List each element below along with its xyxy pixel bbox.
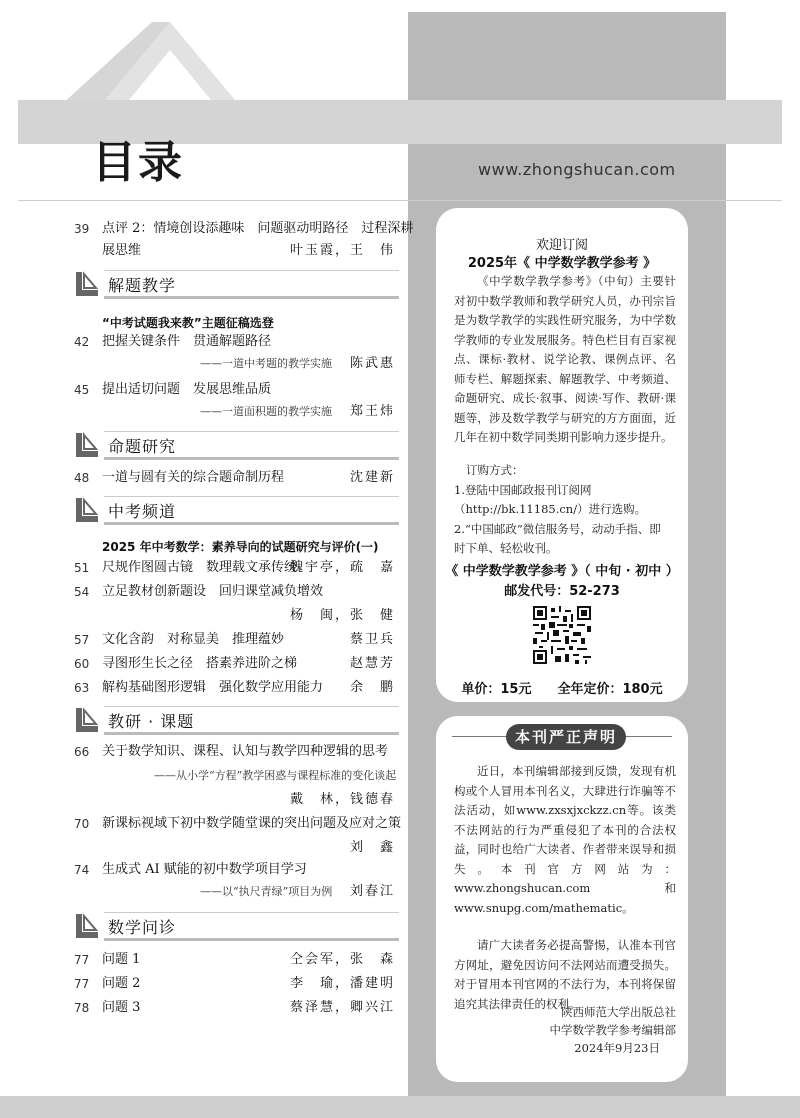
entry-subtitle: ——以“执尺青绿”项目为例 [200, 885, 333, 898]
page-title: 目录 [92, 137, 184, 188]
subscribe-heading: 欢迎订阅 [535, 238, 588, 253]
notice-paragraph-1: 近日，本刊编辑部接到反馈，发现有机构或个人冒用本刊名义，大肆进行诈骗等不法活动，如www.zxsxjxckzz.cn等。该类不法网站的行为严重侵犯了本刊的合法权益，同时也给广大读者、作者带来误导和损失。本刊官方网站为：www.zhongshucan.com 和 www.snupg.com/mathematic。 [454, 764, 676, 915]
section-header-jieti [74, 270, 399, 300]
entry-title: 把握关键条件 贯通解题路径 [102, 334, 272, 349]
page-number: 70 [74, 817, 90, 831]
entry-subtitle: ——从小学“方程”教学困惑与课程标准的变化谈起 [154, 769, 397, 782]
section-ruler-icon [74, 706, 100, 734]
order-method-2-cont: 时下单、轻松收刊。 [454, 541, 558, 555]
header-divider [18, 200, 782, 201]
entry-author: 戴 林，钱德春 [289, 792, 395, 807]
page-number: 45 [74, 383, 90, 397]
entry-title: 点评 2：情境创设添趣味 问题驱动明路径 过程深耕 [102, 221, 414, 236]
toc-entry-77a[interactable] [74, 952, 399, 970]
entry-author: 刘春江 [349, 884, 395, 899]
toc-entry-63[interactable] [74, 680, 399, 698]
entry-author: 仝会军，张 森 [289, 952, 395, 967]
subscribe-journal-title: 2025年《 中学数学教学参考 》 [467, 256, 657, 271]
publisher-name: 陕西师范大学出版总社 [561, 1005, 676, 1019]
section-header-mingti [74, 431, 399, 461]
page-number: 42 [74, 335, 90, 349]
order-method-2: 2.“中国邮政”微信服务号，动动手指、即 [454, 522, 661, 536]
section-header-zhongkao [74, 496, 399, 526]
section-ruler-icon [74, 912, 100, 940]
toc-entry-48[interactable] [74, 470, 399, 488]
entry-author: 蔡卫兵 [349, 632, 395, 647]
entry-subtitle: ——一道面积题的教学实施 [200, 405, 332, 418]
entry-title: 立足教材创新题设 回归课堂减负增效 [102, 584, 324, 599]
order-method-1: 1.登陆中国邮政报刊订阅网 [454, 483, 592, 497]
section-ruler-icon [74, 496, 100, 524]
toc-entry-42[interactable] [74, 334, 399, 374]
entry-author: 沈建新 [349, 470, 395, 485]
notice-date: 2024年9月23日 [574, 1041, 660, 1055]
toc-entry-66[interactable] [74, 744, 399, 808]
toc-entry-60[interactable] [74, 656, 399, 674]
notice-badge: 本刊严正声明 [506, 724, 626, 750]
entry-title: 文化含韵 对称显美 推理蕴妙 [102, 632, 285, 647]
page-number: 57 [74, 633, 90, 647]
entry-author: 魏宇亭，疏 嘉 [289, 560, 395, 575]
page-number: 66 [74, 745, 90, 759]
entry-title: 问题 3 [102, 1000, 141, 1015]
page-number: 78 [74, 1001, 90, 1015]
entry-title-cont: 展思维 [102, 243, 142, 258]
toc-entry-70[interactable] [74, 816, 402, 856]
section-title: 命题研究 [108, 437, 177, 456]
page-number: 74 [74, 863, 90, 877]
toc-entry-57[interactable] [74, 632, 399, 650]
qr-code-icon[interactable] [533, 606, 591, 664]
page-number: 77 [74, 953, 90, 967]
entry-author: 杨 闽，张 健 [289, 608, 395, 623]
entry-title: 解构基础图形逻辑 强化数学应用能力 [102, 680, 324, 695]
section-ruler-icon [74, 431, 100, 459]
notice-paragraph-2: 请广大读者务必提高警惕，认准本刊官方网址，避免因访问不法网站而遭受损失。对于冒用本刊官网的不法行为，本刊将保留追究其法律责任的权利。 [454, 938, 676, 1011]
entry-author: 蔡泽慧，卿兴江 [289, 1000, 395, 1015]
entry-subtitle: ——一道中考题的教学实施 [200, 357, 332, 370]
section-ruler-icon [74, 270, 100, 298]
toc-entry-78[interactable] [74, 1000, 399, 1018]
entry-author: 郑王炜 [349, 404, 395, 419]
page-number: 60 [74, 657, 90, 671]
page-number: 63 [74, 681, 90, 695]
toc-entry-74[interactable] [74, 862, 399, 902]
postal-code: 邮发代号：52-273 [504, 584, 620, 599]
toc-entry-51[interactable] [74, 560, 399, 578]
section-title: 数学问诊 [108, 918, 177, 937]
entry-title: 尺规作图圆古镜 数理载文承传统 [102, 560, 298, 575]
entry-title: 新课标视域下初中数学随堂课的突出问题及应对之策 [102, 816, 402, 831]
website-url: www.zhongshucan.com [478, 160, 676, 179]
feature-heading: 2025 年中考数学：素养导向的试题研究与评价(一) [102, 540, 379, 554]
entry-author: 李 瑜，潘建明 [289, 976, 395, 991]
entry-author: 陈武惠 [349, 356, 395, 371]
section-title: 教研 · 课题 [108, 712, 195, 731]
entry-title: 寻图形生长之径 搭素养进阶之梯 [102, 656, 298, 671]
section-header-jiaoyan [74, 706, 399, 736]
page-number: 39 [74, 222, 90, 236]
bottom-strip [0, 1096, 800, 1118]
toc-entry-54[interactable] [74, 584, 399, 624]
entry-author: 余 鹏 [349, 680, 395, 695]
section-header-wenzhen [74, 912, 399, 942]
entry-author: 刘 鑫 [349, 840, 395, 855]
page-number: 51 [74, 561, 90, 575]
entry-title: 生成式 AI 赋能的初中数学项目学习 [102, 862, 307, 877]
section-title: 中考频道 [108, 502, 177, 521]
journal-edition: 《 中学数学教学参考 》（ 中旬 · 初中 ） [445, 564, 679, 579]
entry-title: 提出适切问题 发展思维品质 [102, 382, 272, 397]
toc-entry-77b[interactable] [74, 976, 399, 994]
entry-author: 叶玉霞，王 伟 [289, 243, 395, 258]
order-method-1-url[interactable]: （http://bk.11185.cn/）进行选购。 [454, 502, 647, 516]
header-roof-graphic [40, 18, 240, 108]
order-method-label: 订购方式： [466, 463, 524, 477]
toc-entry-45[interactable] [74, 382, 399, 422]
price-info: 单价：15元 全年定价：180元 [461, 682, 663, 697]
subscribe-description: 《中学数学教学参考》（中旬）主要针对初中数学教师和教学研究人员，办刊宗旨是为数学教学的实践性研究服务，为中学数学教师的专业发展服务。特色栏目有百家视点、课标·教材、说学论教、课例点评、名师专栏、解题探索、解题教学、中考频道、命题研究、成长·叙事、阅读·写作、教研·课题等，涉及数学教学与研究的方方面面，近几年在初中数学同类期刊影响力逐步提升。 [454, 274, 676, 444]
editorial-office: 中学数学教学参考编辑部 [549, 1023, 676, 1037]
page-number: 77 [74, 977, 90, 991]
page-number: 54 [74, 585, 90, 599]
entry-author: 赵慧芳 [349, 656, 395, 671]
toc-entry-39[interactable] [74, 221, 414, 261]
page-number: 48 [74, 471, 90, 485]
entry-title: 问题 1 [102, 952, 141, 967]
feature-heading: “中考试题我来教”主题征稿选登 [102, 316, 274, 330]
entry-title: 关于数学知识、课程、认知与教学四种逻辑的思考 [102, 744, 389, 759]
entry-title: 问题 2 [102, 976, 141, 991]
section-title: 解题教学 [108, 276, 177, 295]
entry-title: 一道与圆有关的综合题命制历程 [102, 470, 285, 485]
